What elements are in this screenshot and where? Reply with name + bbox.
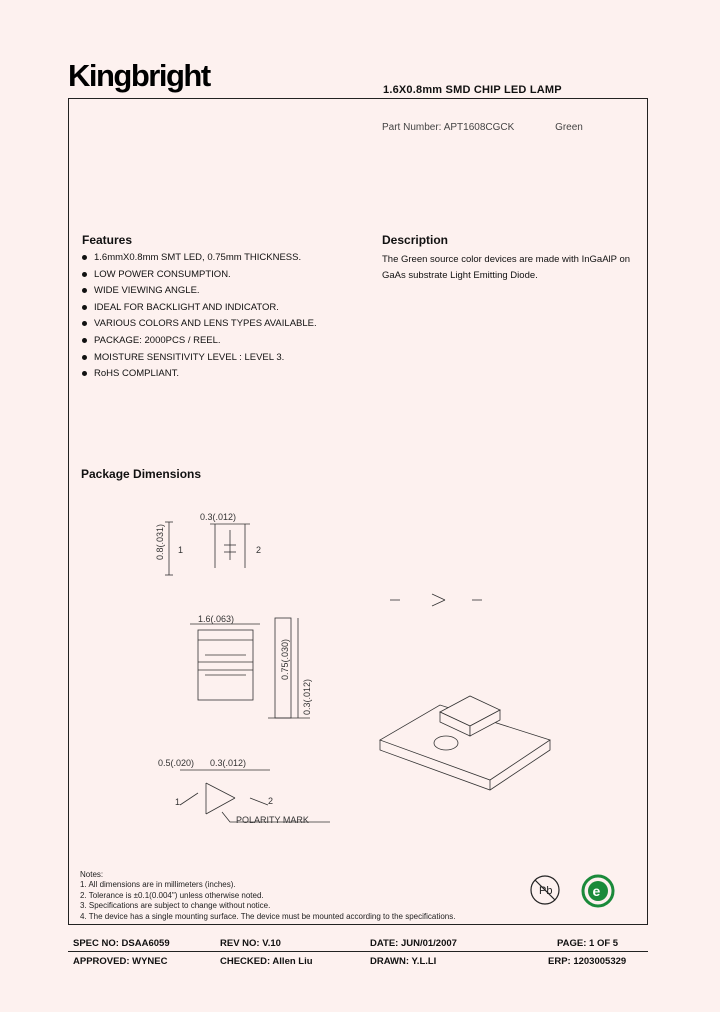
rohs-e-icon	[580, 873, 616, 909]
pin1-label-side: 1	[178, 545, 184, 555]
note-item: 2. Tolerance is ±0.1(0.004") unless otherwise noted.	[80, 890, 264, 900]
brand-logo: Kingbright	[68, 58, 210, 93]
dim-side-label: 0.8(.031)	[155, 523, 165, 560]
dim-length-label: 1.6(.063)	[198, 614, 235, 624]
dim-gap-label: 0.3(.012)	[210, 758, 247, 768]
note-item: 3. Specifications are subject to change without notice.	[80, 901, 271, 911]
pin1-label-bottom: 1	[175, 797, 181, 807]
document-title: 1.6X0.8mm SMD CHIP LED LAMP	[383, 84, 562, 96]
pin2-label-side: 2	[256, 545, 262, 555]
dim-bottom-label: 0.5(.020)	[158, 758, 195, 768]
pin2-label-bottom: 2	[268, 796, 274, 806]
svg-text:e: e	[592, 883, 601, 899]
feature-item: PACKAGE: 2000PCS / REEL.	[82, 335, 317, 352]
part-number: Part Number: APT1608CGCK	[382, 122, 515, 133]
feature-item: 1.6mmX0.8mm SMT LED, 0.75mm THICKNESS.	[82, 252, 317, 269]
part-color: Green	[555, 122, 583, 133]
feature-item: VARIOUS COLORS AND LENS TYPES AVAILABLE.	[82, 318, 317, 335]
approved-by: APPROVED: WYNEC	[73, 956, 168, 967]
erp-number: ERP: 1203005329	[548, 956, 627, 967]
polarity-mark-label: POLARITY MARK	[236, 815, 309, 825]
page-number: PAGE: 1 OF 5	[557, 938, 619, 949]
description-text: The Green source color devices are made with InGaAlP on GaAs substrate Light Emitting Diode.	[382, 254, 631, 281]
feature-item: LOW POWER CONSUMPTION.	[82, 269, 317, 286]
dim-top-label: 0.3(.012)	[200, 512, 237, 522]
notes-title: Notes:	[80, 870, 104, 879]
features-list	[82, 252, 317, 385]
pb-free-icon	[528, 873, 562, 907]
part-info	[382, 122, 583, 133]
package-dimension-drawing	[150, 500, 650, 840]
package-dimensions-title: Package Dimensions	[81, 467, 202, 481]
features-title: Features	[82, 233, 133, 247]
spec-no: SPEC NO: DSAA6059	[73, 938, 170, 949]
footer-divider	[68, 951, 648, 952]
drawn-by: DRAWN: Y.L.LI	[370, 956, 437, 967]
note-item: 4. The device has a single mounting surface. The device must be mounted according to the specifications.	[80, 911, 456, 921]
feature-item: RoHS COMPLIANT.	[82, 368, 317, 385]
feature-item: MOISTURE SENSITIVITY LEVEL : LEVEL 3.	[82, 352, 317, 369]
feature-item: IDEAL FOR BACKLIGHT AND INDICATOR.	[82, 302, 317, 319]
checked-by: CHECKED: Allen Liu	[220, 956, 313, 967]
notes-block	[80, 870, 455, 922]
dim-pad-label: 0.3(.012)	[302, 678, 312, 715]
date: DATE: JUN/01/2007	[370, 938, 457, 949]
svg-text:Pb: Pb	[539, 885, 553, 897]
feature-item: WIDE VIEWING ANGLE.	[82, 285, 317, 302]
dim-height-label: 0.75(.030)	[280, 638, 290, 680]
description-title: Description	[382, 233, 449, 247]
note-item: 1. All dimensions are in millimeters (inches).	[80, 880, 236, 890]
rev-no: REV NO: V.10	[220, 938, 281, 949]
